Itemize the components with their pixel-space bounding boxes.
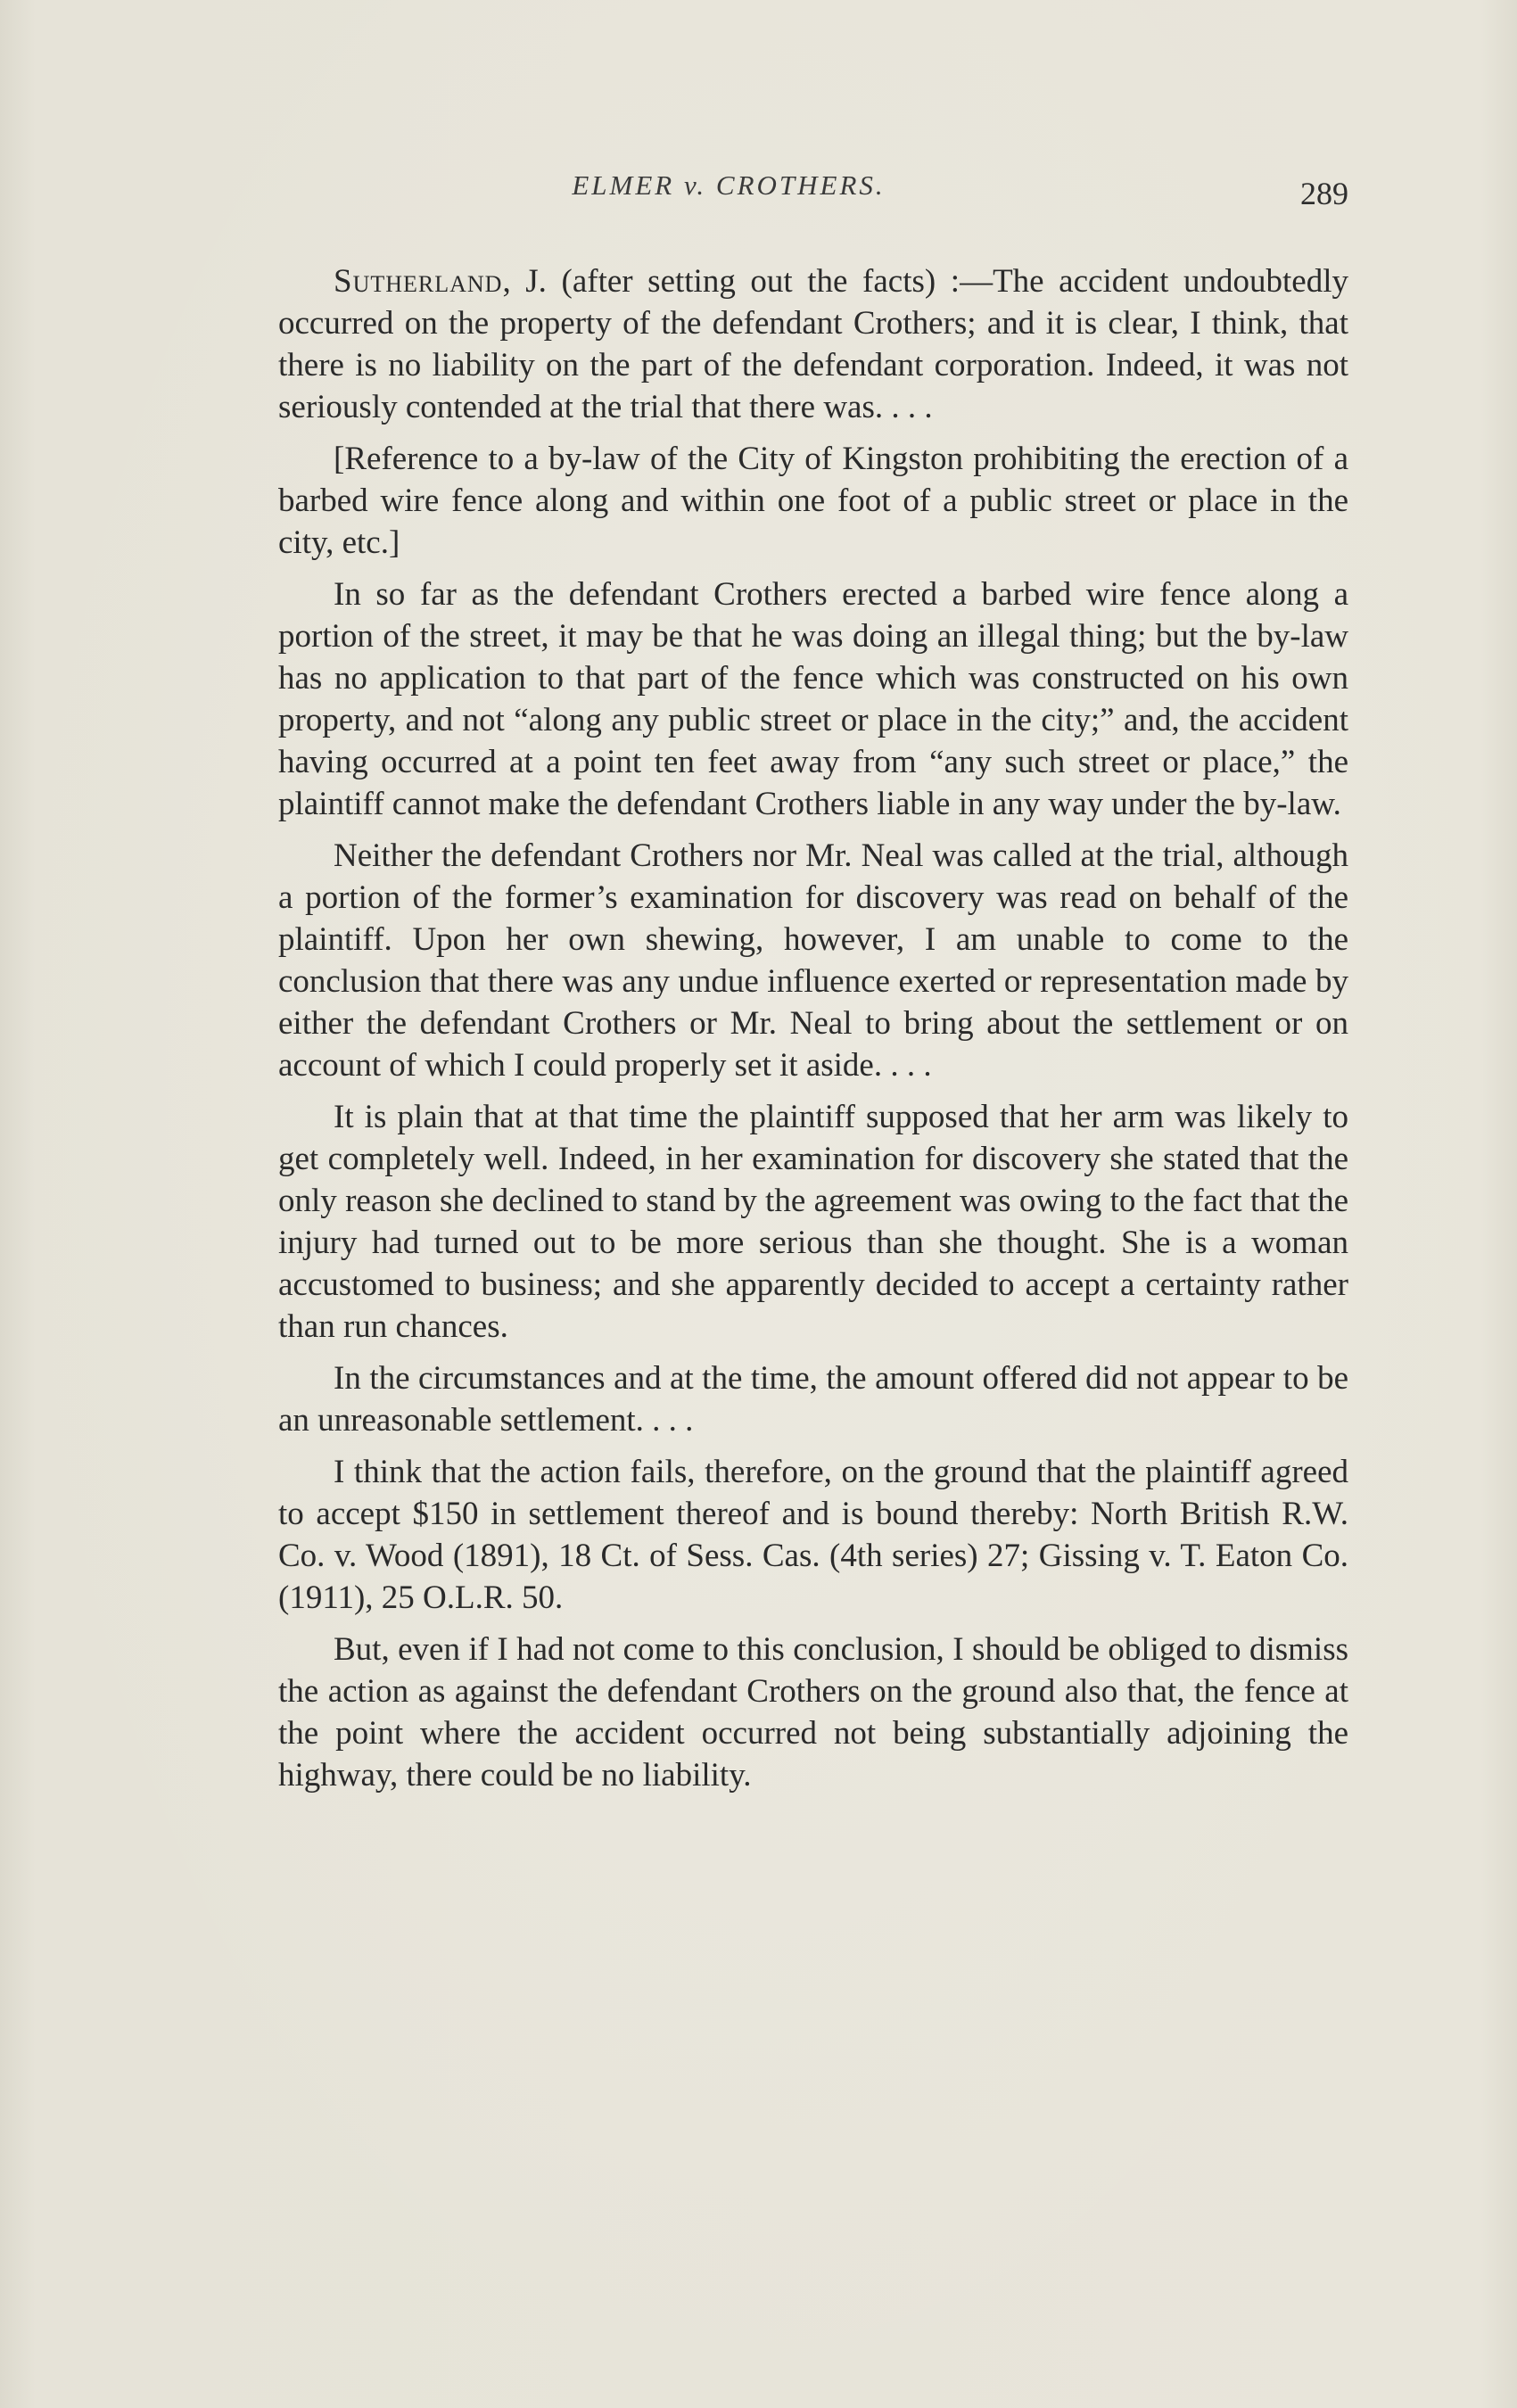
- running-title: ELMER v. CROTHERS.: [572, 169, 886, 201]
- page-number: 289: [1300, 176, 1348, 211]
- paragraph: In the circumstances and at the time, the amount offered did not appear to be an unreasonable settlement. . . .: [278, 1360, 1348, 1439]
- paragraph: [278, 260, 1348, 428]
- paragraph: But, even if I had not come to this conclusion, I should be obliged to dismiss the action as against the defendant Crothers on the ground also that, the fence at the point where the accident occurred not being substantially adjoining the highway, there could be no liability.: [278, 1631, 1348, 1794]
- paragraph: In so far as the defendant Crothers erected a barbed wire fence along a portion of the street, it may be that he was doing an illegal thing; but the by-law has no application to that part of the fence which was constructed on his own property, and not “along any public street or place in the city;” and, the accident having occurred at a point ten feet away from “any such street or place,” the plaintiff cannot make the defendant Crothers liable in any way under the by-law.: [278, 576, 1348, 822]
- judge-name: Sutherland: [334, 263, 503, 300]
- paragraph: Neither the defendant Crothers nor Mr. Neal was called at the trial, although a portion of the former’s examination for discovery was read on behalf of the plaintiff. Upon her own shewing, however, I am unable to come to the conclusion that there was any undue influence exerted or representation made by either the defendant Crothers or Mr. Neal to bring about the settlement or on account of which I could properly set it aside. . . .: [278, 837, 1348, 1084]
- page-header: [278, 169, 1348, 214]
- paragraph: [Reference to a by-law of the City of Kingston prohibiting the erection of a barbed wire fence along and within one foot of a public street or place in the city, etc.]: [278, 441, 1348, 561]
- paragraph-text: , J. (after setting out the facts) :—The accident undoubtedly occurred on the property of the defendant Crothers; and it is clear, I think, that there is no liability on the part of the defendant corporation. Indeed, it was not seriously contended at the trial that there was. . . .: [278, 263, 1348, 425]
- judgment-text: [278, 260, 1348, 1806]
- paragraph: I think that the action fails, therefore, on the ground that the plaintiff agreed to accept $150 in settlement thereof and is bound thereby: North British R.W. Co. v. Wood (1891), 18 Ct. of Sess. Cas. (4th series) 27; Gissing v. T. Eaton Co. (1911), 25 O.L.R. 50.: [278, 1454, 1348, 1616]
- paragraph: It is plain that at that time the plaintiff supposed that her arm was likely to get completely well. Indeed, in her examination for discovery she stated that the only reason she declined to stand by the agreement was owing to the fact that the injury had turned out to be more serious than she thought. She is a woman accustomed to business; and she apparently decided to accept a certainty rather than run chances.: [278, 1099, 1348, 1345]
